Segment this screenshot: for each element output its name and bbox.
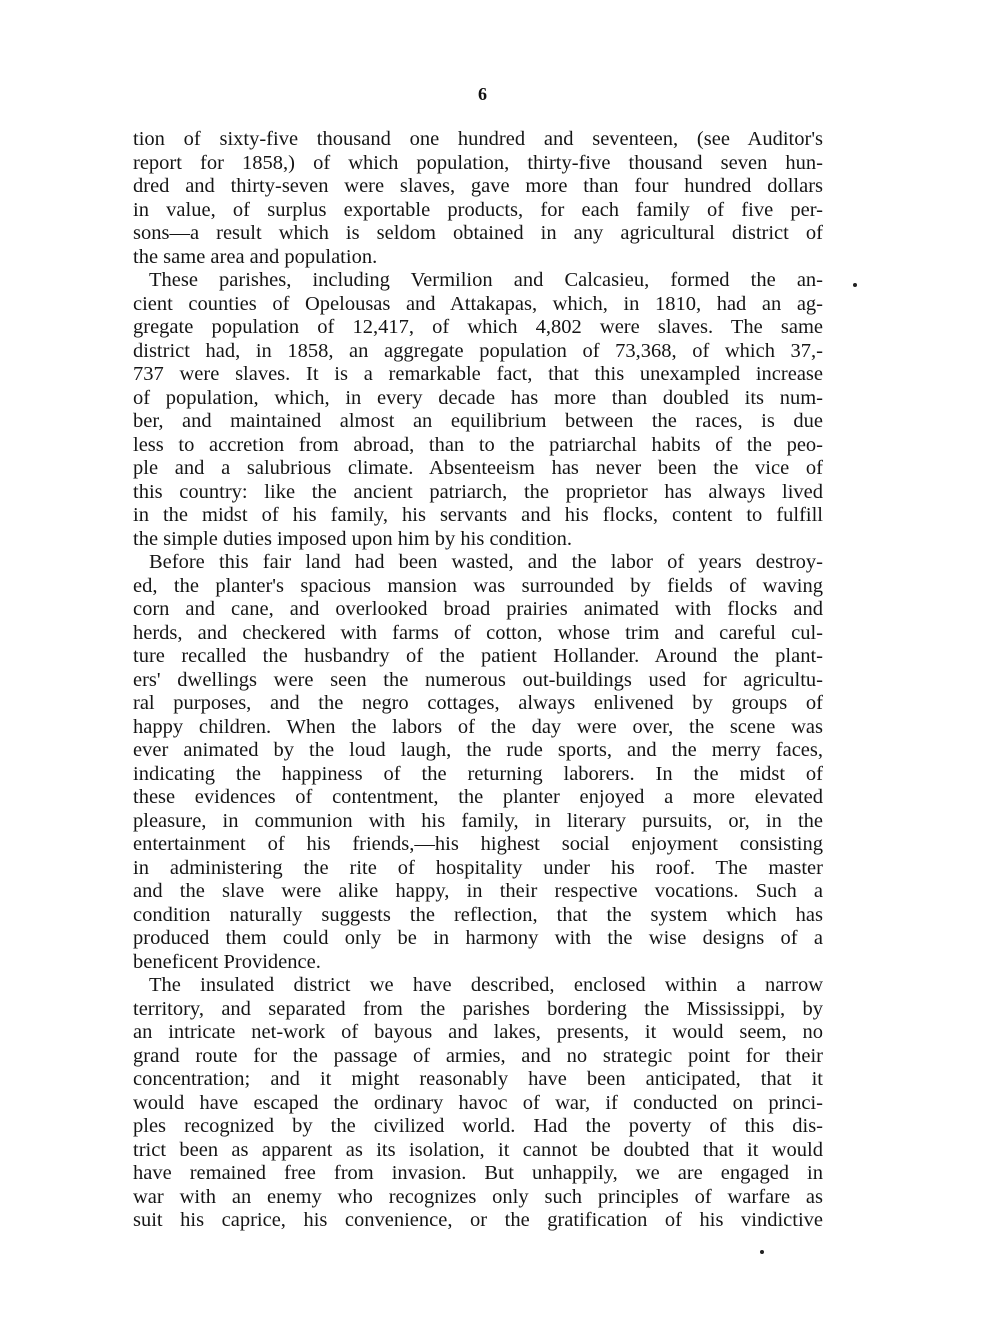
text-line: this country: like the ancient patriarch, the proprietor has always lived — [133, 480, 823, 503]
text-line: and the slave were alike happy, in their respective vocations. Such a — [133, 880, 823, 902]
scan-speck — [853, 283, 857, 287]
paragraph — [133, 551, 823, 974]
text-line: less to accretion from abroad, than to the patriarchal habits of the peo- — [133, 433, 823, 456]
text-line: tion of sixty-five thousand one hundred and seventeen, (see Auditor's — [133, 128, 823, 150]
text-line: ple and a salubrious climate. Absenteeism has never been the vice of — [133, 457, 823, 479]
text-line: herds, and checkered with farms of cotton, whose trim and careful cul- — [133, 621, 823, 644]
text-line: have remained free from invasion. But unhappily, we are engaged in — [133, 1162, 823, 1184]
text-line: corn and cane, and overlooked broad prairies animated with flocks and — [133, 598, 823, 620]
scan-speck — [760, 1250, 764, 1254]
paragraph — [133, 974, 823, 1233]
text-line: condition naturally suggests the reflection, that the system which has — [133, 903, 823, 926]
text-line: report for 1858,) of which population, thirty-five thousand seven hun- — [133, 151, 823, 174]
text-line: in the midst of his family, his servants and his flocks, content to fulfill — [133, 504, 823, 526]
text-line: ples recognized by the civilized world. Had the poverty of this dis- — [133, 1115, 823, 1137]
text-line: indicating the happiness of the returning laborers. In the midst of — [133, 762, 823, 785]
text-line: an intricate net-work of bayous and lakes, presents, it would seem, no — [133, 1021, 823, 1043]
text-line: the simple duties imposed upon him by his condition. — [133, 527, 573, 550]
text-line: in value, of surplus exportable products, for each family of five per- — [133, 198, 823, 221]
text-line: beneficent Providence. — [133, 950, 321, 973]
body-text — [133, 128, 823, 1233]
text-line: grand route for the passage of armies, and no strategic point for their — [133, 1044, 823, 1067]
text-line: pleasure, in communion with his family, in literary pursuits, or, in the — [133, 809, 823, 832]
text-line: ber, and maintained almost an equilibrium between the races, is due — [133, 410, 823, 432]
text-line: territory, and separated from the parishes bordering the Mississippi, by — [133, 997, 823, 1020]
text-line: trict been as apparent as its isolation, it cannot be doubted that it would — [133, 1138, 823, 1161]
text-line: entertainment of his friends,—his highest social enjoyment consisting — [133, 833, 823, 855]
text-line: would have escaped the ordinary havoc of war, if conducted on princi- — [133, 1091, 823, 1114]
text-line: happy children. When the labors of the day were over, the scene was — [133, 715, 823, 738]
text-line: the same area and population. — [133, 245, 378, 268]
text-line: ture recalled the husbandry of the patient Hollander. Around the plant- — [133, 645, 823, 667]
text-line: ers' dwellings were seen the numerous out-buildings used for agricultu- — [133, 668, 823, 691]
text-line: district had, in 1858, an aggregate population of 73,368, of which 37,- — [133, 339, 823, 362]
text-line: Before this fair land had been wasted, and the labor of years destroy- — [149, 551, 823, 573]
text-line: 737 were slaves. It is a remarkable fact, that this unexampled increase — [133, 363, 823, 385]
text-line: cient counties of Opelousas and Attakapas, which, in 1810, had an ag- — [133, 292, 823, 315]
text-line: in administering the rite of hospitality under his roof. The master — [133, 856, 823, 879]
text-line: of population, which, in every decade has more than doubled its num- — [133, 386, 823, 409]
text-line: concentration; and it might reasonably have been anticipated, that it — [133, 1068, 823, 1090]
paragraph — [133, 269, 823, 551]
text-line: These parishes, including Vermilion and Calcasieu, formed the an- — [149, 269, 823, 291]
text-line: gregate population of 12,417, of which 4,802 were slaves. The same — [133, 316, 823, 338]
text-line: The insulated district we have described, enclosed within a narrow — [149, 974, 823, 996]
text-line: sons—a result which is seldom obtained in any agricultural district of — [133, 222, 823, 244]
text-line: dred and thirty-seven were slaves, gave more than four hundred dollars — [133, 175, 823, 197]
page-number: 6 — [478, 84, 487, 104]
text-line: ral purposes, and the negro cottages, always enlivened by groups of — [133, 692, 823, 714]
text-line: ever animated by the loud laugh, the rude sports, and the merry faces, — [133, 739, 823, 761]
paragraph — [133, 128, 823, 269]
text-line: suit his caprice, his convenience, or the gratification of his vindictive — [133, 1209, 823, 1231]
text-line: these evidences of contentment, the planter enjoyed a more elevated — [133, 786, 823, 808]
text-line: produced them could only be in harmony with the wise designs of a — [133, 927, 823, 949]
text-line: war with an enemy who recognizes only such principles of warfare as — [133, 1185, 823, 1208]
text-line: ed, the planter's spacious mansion was surrounded by fields of waving — [133, 574, 823, 597]
